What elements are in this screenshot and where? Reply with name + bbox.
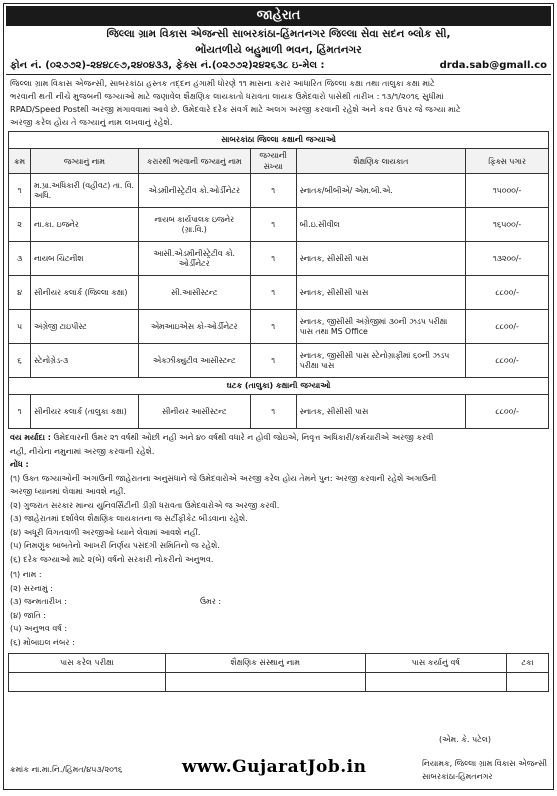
note-item: (૬) દરેક જગ્યાઓ માટે ૨(બે) વર્ષનો સરકારી નોકરીનો અનુભવ. bbox=[10, 554, 214, 564]
cell-contract: સી.આસીસ્ટન્ટ bbox=[138, 276, 250, 310]
cell-count: ૧ bbox=[250, 208, 296, 242]
cell-no: ૧ bbox=[9, 395, 31, 429]
cell-count: ૧ bbox=[250, 344, 296, 378]
intro-line-1: જિલ્લા ગ્રામ વિકાસ એજન્સી, સાબરકાંઠા હસ્તક તદ્દન હંગામી ધોરણે ૧૧ માસના કરાર આધારિત જિલ્લા કક્ષા તથા તાલુકા કક્ષા માટે bbox=[10, 78, 435, 88]
cell-qual: સ્નાતક/બીબીએ/ એમ.બી.એ. bbox=[296, 174, 466, 208]
qual-cell bbox=[9, 673, 166, 692]
cell-qual: સ્નાતક, જીસીસી પાસ સ્ટેનોગ્રાફીમાં ૬૦ની ઝડપ પરીક્ષા પાસ bbox=[296, 344, 466, 378]
form-caste bbox=[4, 609, 553, 623]
notes-section bbox=[4, 429, 553, 568]
col-header: ફિક્સ પગાર bbox=[466, 149, 549, 174]
cell-no: ૩ bbox=[9, 242, 31, 276]
district-posts-table bbox=[8, 131, 549, 429]
intro-line-3: RPAD/Speed Postથી અરજી મંગાવવામાં આવે છે. ઉમેદવારે દરેક સંવર્ગ માટે અલગ અરજી કરવાની રહેશે અને કવર ઉપર જે જગ્યા માટે bbox=[10, 104, 461, 114]
note-item: અરજી ધ્યાનમાં લેવામાં આવશે નહીં. bbox=[10, 487, 126, 496]
table-row bbox=[9, 344, 549, 378]
cell-no: ૪ bbox=[9, 276, 31, 310]
cell-count: ૧ bbox=[250, 174, 296, 208]
cell-contract: એક્ઝીક્યુટીવ આસીસ્ટન્ટ bbox=[138, 344, 250, 378]
cell-pay: ૮૮૦૦/- bbox=[466, 310, 549, 344]
cell-post: અંગ્રેજી ટાઇપીસ્ટ bbox=[30, 310, 138, 344]
signer-place: સાબરકાંઠા-હિંમતનગર bbox=[422, 772, 493, 781]
cell-no: ૬ bbox=[9, 344, 31, 378]
signer-designation bbox=[422, 757, 547, 783]
age-limit-text-2: નહી, નીચેના નમુનામાં અરજી કરવાની રહેશે. bbox=[10, 446, 155, 456]
table-row bbox=[9, 208, 549, 242]
cell-pay: ૧૬૫૦૦/- bbox=[466, 208, 549, 242]
note-item: (૨) ગુજરાત સરકાર માન્ય યુનિવર્સિટીની ડીગ્રી ધરાવતા ઉમેદવારોએ જ અરજી કરવી. bbox=[10, 500, 280, 510]
form-name-label: (૧) નામ : bbox=[10, 570, 42, 579]
signer-name: (એમ. કે. પટેલ) bbox=[438, 735, 491, 744]
qual-col-header: પાસ કર્યાનું વર્ષ bbox=[365, 654, 506, 673]
cell-qual: સ્નાતક, જીસીસી અંગ્રેજીમાં ૩૦ની ઝડપ પરીક્ષા પાસ તથા MS Office bbox=[296, 310, 466, 344]
note-item: (૪) અધૂરી વિગતવાળી અરજીઓ ધ્યાને લેવામાં આવશે નહીં. bbox=[10, 527, 201, 537]
cell-post: સીનીયર કલાર્ક (જિલ્લા કક્ષા) bbox=[30, 276, 138, 310]
cell-no: ૨ bbox=[9, 208, 31, 242]
contact-line bbox=[4, 58, 553, 74]
cell-contract: નાયબ કાર્યપાલક ઇજનેર (ગ્રા.વિ.) bbox=[138, 208, 250, 242]
form-caste-label: (૪) જાતિ : bbox=[10, 610, 46, 620]
form-experience-label: (૫) અનુભવ વર્ષ : bbox=[10, 624, 68, 633]
col-header: શૈક્ષણિક લાયકાત bbox=[296, 149, 466, 174]
col-header: જગ્યાની સંખ્યા bbox=[250, 149, 296, 174]
form-dob-label: (૩) જન્મતારીખ : bbox=[10, 597, 67, 606]
table-row bbox=[9, 174, 549, 208]
qual-col-header: પાસ કરેલ પરીક્ષા bbox=[9, 654, 166, 673]
cell-pay: ૧૫૦૦૦/- bbox=[466, 174, 549, 208]
note-item: (૫) નિમણુંક બાબતેનો આખરી નિર્ણય પસંદગી સમિતિનો જ રહેશે. bbox=[10, 541, 220, 550]
phone-fax-text: ફોન નં. (૦૨૭૭૨)-૨૪૪૮૯૭,૨૪૦૪૩૩, ફેક્સ નં.(૦૨૭૭૨)૨૪૨૬૩૮ ઇ-મેલ : bbox=[10, 60, 325, 71]
form-experience bbox=[4, 622, 553, 636]
footer bbox=[4, 735, 553, 789]
cell-count: ૧ bbox=[250, 395, 296, 429]
table-row bbox=[9, 242, 549, 276]
email-text: drda.sab@gmall.co bbox=[439, 60, 547, 71]
header-line-1: જિલ્લા ગ્રામ વિકાસ એજન્સી સાબરકાંઠા-હિંમતનગર જિલ્લા સેવા સદન બ્લોક સી, bbox=[106, 28, 451, 40]
cell-count: ૧ bbox=[250, 242, 296, 276]
qual-col-header: ટકા bbox=[506, 654, 548, 673]
table-row bbox=[9, 276, 549, 310]
form-name bbox=[4, 568, 553, 582]
cell-no: ૧ bbox=[9, 174, 31, 208]
age-limit-line bbox=[10, 431, 547, 445]
age-limit-text: ઉમેદવારની ઉંમર ૨૧ વર્ષથી ઓછી નહી અને ૪૦ વર્ષથી વધારે ન હોવી જોઇએ, નિવૃત્ત અધિકારી/કર્મચારીએ અરજી કરવી bbox=[53, 433, 434, 442]
cell-qual: બી.ઇ.સીવીલ bbox=[296, 208, 466, 242]
intro-line-2: ભરવાની થતી નીચે મુજબની જગ્યાઓ માટે જણાવેલ શૈક્ષણિક લાયકાતો ધરાવતા લાયક ઉમેદવારો પાસેથી તારીખ : ૧૩/૧/૨૦૧૬ સુધીમાં bbox=[10, 91, 444, 101]
form-age-label: ઉંમર : bbox=[200, 597, 222, 606]
cell-post: મ.પ્રા.અધિકારી (વહીવટ) તા. વિ. અધિ. bbox=[30, 174, 138, 208]
cell-contract: સીનીયર આસીસ્ટન્ટ bbox=[138, 395, 250, 429]
cell-no: ૫ bbox=[9, 310, 31, 344]
qual-col-header: શૈક્ષણિક સંસ્થાનું નામ bbox=[165, 654, 365, 673]
cell-post: નાયબ ચિટનીશ bbox=[30, 242, 138, 276]
watermark-logo: www.GujaratJob.in bbox=[182, 757, 367, 777]
form-address bbox=[4, 582, 553, 596]
col-header: જગ્યાનું નામ bbox=[30, 149, 138, 174]
intro-paragraph bbox=[4, 75, 553, 131]
col-header: કરારથી ભરવાની જગ્યાનું નામ bbox=[138, 149, 250, 174]
signer-title: નિયામક, જિલ્લા ગ્રામ વિકાસ એજન્સી bbox=[422, 759, 547, 768]
note-item: (૧) ઉક્ત જગ્યાઓની અગાઉની જાહેરાતના અનુસંધાને જે ઉમેદવારોએ અરજી કરેલ હોય તેમને પુન: અરજી કરવાની રહેશે અગાઉની bbox=[10, 473, 437, 483]
cell-count: ૧ bbox=[250, 276, 296, 310]
banner-title: જાહેરાત bbox=[6, 6, 551, 26]
cell-pay: ૮૮૦૦/- bbox=[466, 395, 549, 429]
cell-contract: એડમીનીસ્ટ્રેટીવ કો.ઓર્ડીનેટર bbox=[138, 174, 250, 208]
reference-number: ક્રમાંક ના.મા.નિ./હિંમત/૪૫૩/૨૦૧૬ bbox=[10, 765, 123, 774]
cell-post: સ્ટેનોગ્રેડ-૩ bbox=[30, 344, 138, 378]
note-item: (૩) જાહેરાતમાં દર્શાવેલ શૈક્ષણિક લાયકાતના જ સર્ટીફીકેટ બીડવાના રહેશે. bbox=[10, 514, 248, 523]
form-mobile bbox=[4, 636, 553, 650]
cell-contract: એમઆઇએસ કો-ઓર્ડીનેટર bbox=[138, 310, 250, 344]
cell-pay: ૮૮૦૦/- bbox=[466, 276, 549, 310]
cell-qual: સ્નાતક, સીસીસી પાસ bbox=[296, 276, 466, 310]
table-row bbox=[9, 310, 549, 344]
taluka-table-body bbox=[9, 395, 549, 429]
col-header: ક્રમ bbox=[9, 149, 31, 174]
cell-post: સીનીયર કલાર્ક (તાલુકા કક્ષા) bbox=[30, 395, 138, 429]
cell-qual: સ્નાતક, સીસીસી પાસ bbox=[296, 242, 466, 276]
cell-qual: સ્નાતક, સીસીસી પાસ bbox=[296, 395, 466, 429]
cell-count: ૧ bbox=[250, 310, 296, 344]
age-limit-label: વય મર્યાદા : bbox=[10, 433, 51, 442]
header-line-2: ભોંયતળીયે બહુમાળી ભવન, હિંમતનગર bbox=[195, 44, 362, 56]
form-dob bbox=[4, 595, 553, 609]
qualification-table bbox=[8, 653, 549, 692]
district-table-caption: સાબરકાંઠા જિલ્લા કક્ષાની જગ્યાઓ bbox=[9, 132, 549, 149]
table-row bbox=[9, 395, 549, 429]
intro-line-4: અરજી કરેલ હોય તે જગ્યાનું નામ લખવાનું રહેશે. bbox=[10, 117, 173, 127]
cell-pay: ૮૮૦૦/- bbox=[466, 344, 549, 378]
qual-cell bbox=[165, 673, 365, 692]
cell-pay: ૧૩૨૦૦/- bbox=[466, 242, 549, 276]
qual-cell bbox=[365, 673, 506, 692]
district-table-body bbox=[9, 174, 549, 378]
cell-contract: આસી.એડમીનીસ્ટ્રેટીવ કો. ઓર્ડીનેટર bbox=[138, 242, 250, 276]
cell-post: ના.કા. ઇજનેર bbox=[30, 208, 138, 242]
advertisement-page bbox=[3, 3, 554, 790]
notes-label: નોંધ : bbox=[10, 460, 29, 469]
form-mobile-label: (૬) મોબાઇલ નંબર : bbox=[10, 637, 75, 647]
table-header-row bbox=[9, 149, 549, 174]
taluka-table-caption: ઘટક (તાલુકા) કક્ષાની જગ્યાઓ bbox=[9, 378, 549, 395]
qual-cell bbox=[506, 673, 548, 692]
form-address-label: (૨) સરનામું : bbox=[10, 583, 53, 593]
